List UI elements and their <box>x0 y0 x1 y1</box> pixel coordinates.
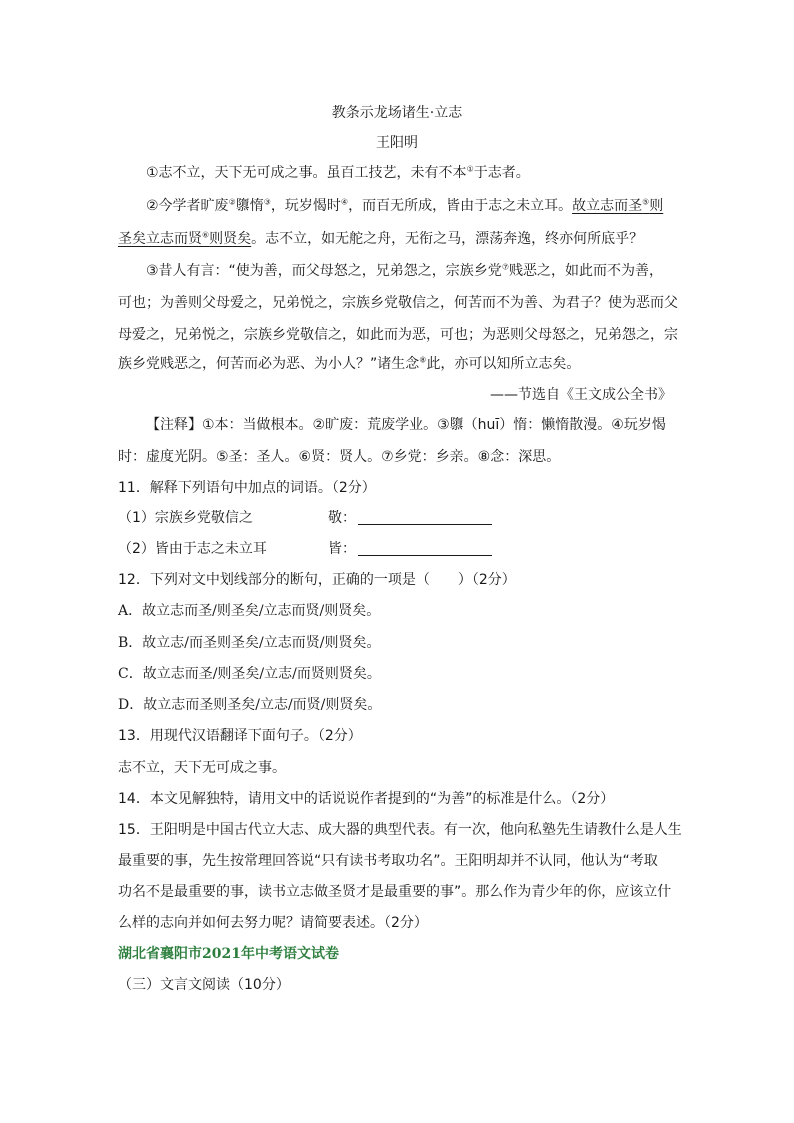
option-a: A．故立志而圣/则圣矣/立志而贤/则贤矣。 <box>118 603 381 619</box>
paragraph-3-line-1: ③昔人有言：“使为善，而父母怒之，兄弟怨之，宗族乡党⑦贱恶之，如此而不为善， <box>146 262 663 279</box>
answer-blank[interactable] <box>358 510 492 525</box>
next-section-heading: （三）文言文阅读（10分） <box>118 977 290 993</box>
paragraph-1: ①志不立，天下无可成之事。虽百工技艺，未有不本①于志者。 <box>146 164 530 181</box>
paragraph-3-line-4: 族乡党贱恶之，何苦而必为恶、为小人？”诸生念⑧此，亦可以知所立志矣。 <box>118 355 581 372</box>
next-exam-title: 湖北省襄阳市2021年中考语文试卷 <box>118 946 339 962</box>
source-citation: ——节选自《王文成公全书》 <box>490 387 672 403</box>
question-15-line-3: 功名不是最重要的事，读书立志做圣贤才是最重要的事”。那么作为青少年的你，应该立什 <box>118 884 672 900</box>
paragraph-3-line-3: 母爱之，兄弟悦之，宗族乡党敬信之，如此而为恶，可也；为恶则父母怒之，兄弟怨之，宗 <box>118 327 678 343</box>
question-15-line-2: 最重要的事，先生按常理回答说“只有读书考取功名”。王阳明却并不认同，他认为“考取 <box>118 853 658 869</box>
passage-author: 王阳明 <box>376 135 418 151</box>
question-15-line-1: 15．王阳明是中国古代立大志、成大器的典型代表。有一次，他向私塾先生请教什么是人生 <box>118 822 682 838</box>
question-11-item-1: （1）宗族乡党敬信之 敬： <box>118 507 618 529</box>
underlined-sentence: 故立志而圣⑤则 <box>572 197 664 214</box>
paragraph-2-line-1: ②今学者旷废②隳惰③，玩岁愒时④，而百无所成，皆由于志之未立耳。故立志而圣⑤则 <box>146 197 664 214</box>
notes-line-2: 时：虚度光阴。⑤圣：圣人。⑥贤：贤人。⑦乡党：乡亲。⑧念：深思。 <box>118 449 561 465</box>
question-12-stem: 12．下列对文中划线部分的断句，正确的一项是（ ）（2分） <box>118 572 516 588</box>
question-13-sentence: 志不立，天下无可成之事。 <box>118 760 286 776</box>
option-d: D．故立志而圣则圣矣/立志/而贤/则贤矣。 <box>118 697 382 713</box>
option-c: C．故立志而圣/则圣矣/立志/而贤则贤矣。 <box>118 666 381 682</box>
question-15-line-4: 么样的志向并如何去努力呢？请简要表述。（2分） <box>118 915 428 931</box>
question-14: 14．本文见解独特，请用文中的话说说作者提到的“为善”的标准是什么。（2分） <box>118 791 615 807</box>
option-b: B．故立志/而圣则圣矣/立志而贤/则贤矣。 <box>118 635 381 651</box>
paragraph-3-line-2: 可也；为善则父母爱之，兄弟悦之，宗族乡党敬信之，何苦而不为善、为君子？使为恶而父 <box>118 295 678 311</box>
question-11-stem: 11．解释下列语句中加点的词语。（2分） <box>118 480 376 496</box>
question-13-stem: 13．用现代汉语翻译下面句子。（2分） <box>118 728 362 744</box>
passage-title: 教条示龙场诸生·立志 <box>331 105 463 121</box>
notes-line-1: 【注释】①本：当做根本。②旷废：荒废学业。③隳（huī）惰：懒惰散漫。④玩岁愒 <box>146 417 666 433</box>
question-11-item-2: （2）皆由于志之未立耳 皆： <box>118 538 618 560</box>
underlined-sentence-cont: 圣矣立志而贤⑥则贤矣 <box>118 230 252 247</box>
answer-blank[interactable] <box>358 541 492 556</box>
paragraph-2-line-2: 圣矣立志而贤⑥则贤矣。志不立，如无舵之舟，无衔之马，漂荡奔逸，终亦何所底乎？ <box>118 230 644 247</box>
